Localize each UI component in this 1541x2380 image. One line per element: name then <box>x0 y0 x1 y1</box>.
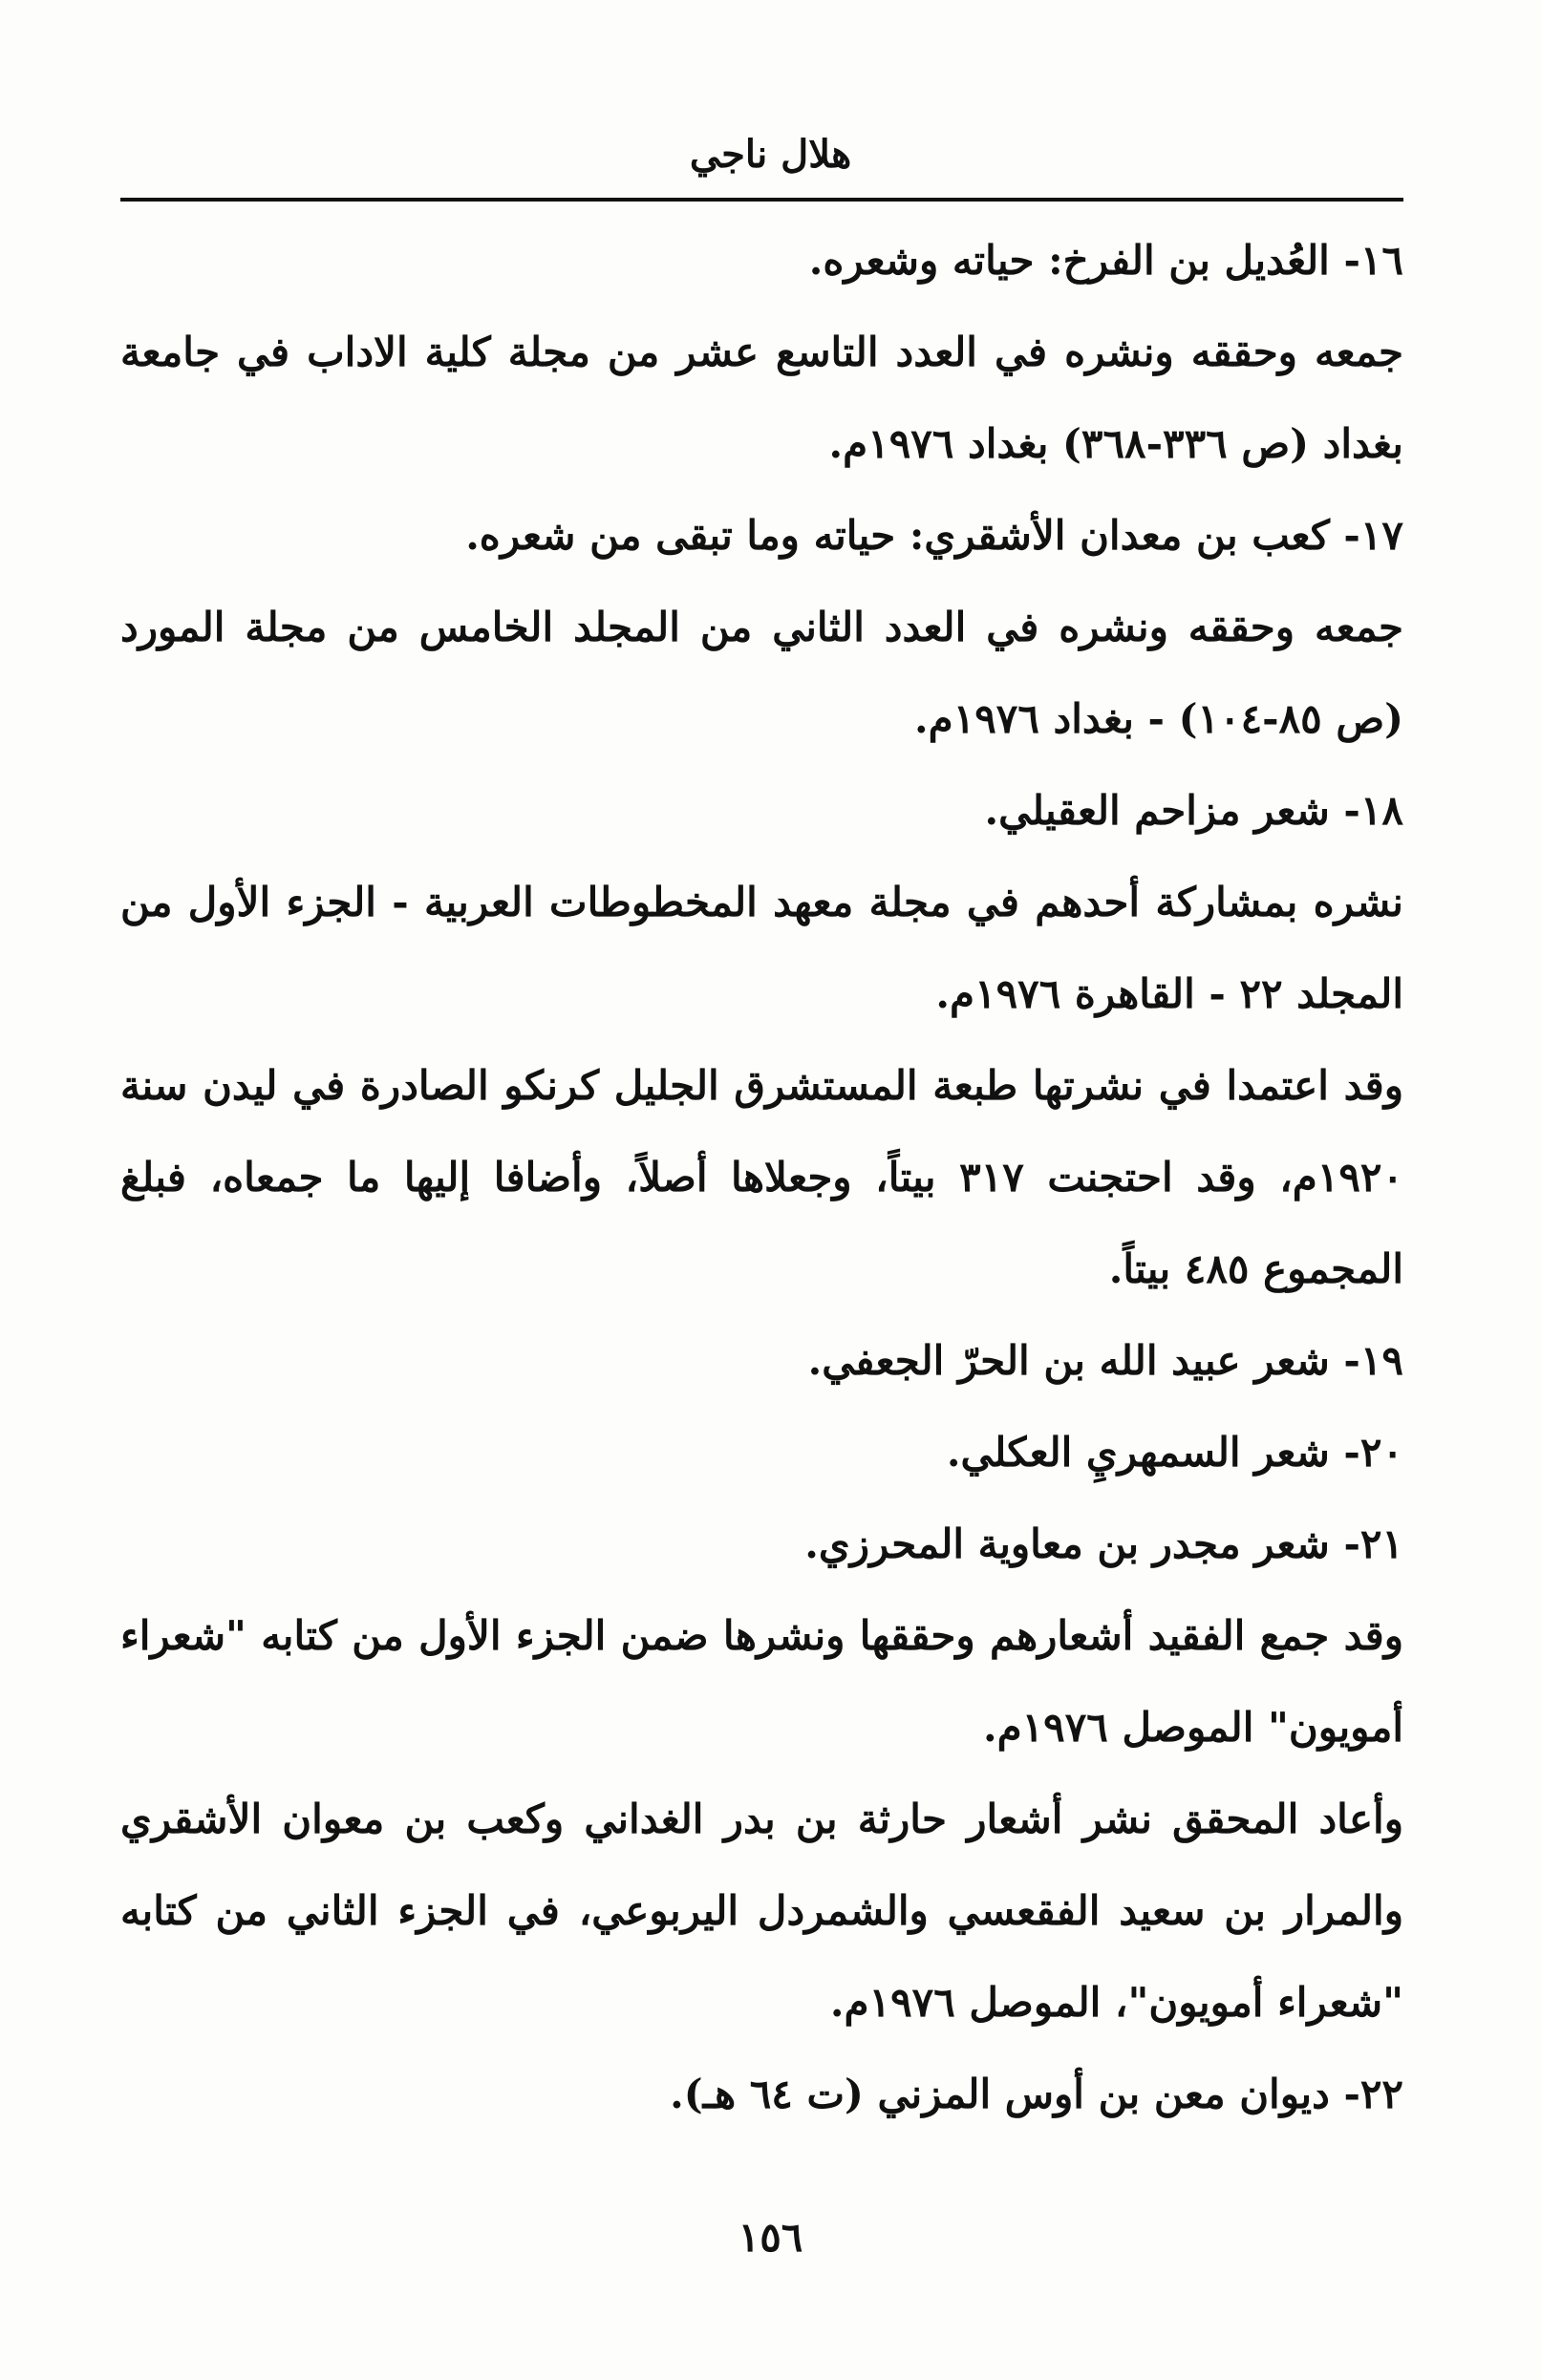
entry-17-title: ١٧- كعب بن معدان الأشقري: حياته وما تبقى من شعره. <box>465 512 1403 559</box>
entry-16-title: ١٦- العُديل بن الفرخ: حياته وشعره. <box>808 237 1403 284</box>
entry-16-description: جمعه وحققه ونشره في العدد التاسع عشر من مجلة كلية الاداب في جامعة بغداد (ص ٣٣٦-٣٦٨) بغداد ١٩٧٦م. <box>120 329 1403 467</box>
entry-21-title: ٢١- شعر مجدر بن معاوية المحرزي. <box>804 1520 1403 1567</box>
entry-17-description: جمعه وحققه ونشره في العدد الثاني من المجلد الخامس من مجلة المورد (ص ٨٥-١٠٤) - بغداد ١٩٧٦م. <box>120 604 1403 742</box>
entry-22-title: ٢٢- ديوان معن بن أوس المزني (ت ٦٤ هـ). <box>670 2071 1403 2117</box>
entry-20-title: ٢٠- شعر السمهريِ العكلي. <box>946 1429 1403 1476</box>
entry-18-title: ١٨- شعر مزاحم العقيلي. <box>984 787 1403 834</box>
entry-18-note: وقد اعتمدا في نشرتها طبعة المستشرق الجليل كرنكو الصادرة في ليدن سنة ١٩٢٠م، وقد احتجنت ٣١٧ بيتاً، وجعلاها أصلاً، وأضافا إليها ما جمعاه، فبلغ المجموع ٤٨٥ بيتاً. <box>120 1062 1403 1292</box>
page-body <box>120 215 1403 2140</box>
republication-note: وأعاد المحقق نشر أشعار حارثة بن بدر الغداني وكعب بن معوان الأشقري والمرار بن سعيد الفقعسي والشمردل اليربوعي، في الجزء الثاني من كتابه "شعراء أمويون"، الموصل ١٩٧٦م. <box>120 1796 1403 2026</box>
page-number: ١٥٦ <box>738 2214 803 2261</box>
entries-19-21-description: وقد جمع الفقيد أشعارهم وحققها ونشرها ضمن الجزء الأول من كتابه "شعراء أمويون" الموصل ١٩٧٦م. <box>120 1612 1403 1751</box>
running-title: هلال ناجي <box>689 132 852 177</box>
header-rule <box>120 198 1403 202</box>
entry-19-title: ١٩- شعر عبيد الله بن الحرّ الجعفي. <box>807 1337 1403 1384</box>
entry-18-description: نشره بمشاركة أحدهم في مجلة معهد المخطوطات العربية - الجزء الأول من المجلد ٢٢ - القاهرة ١٩٧٦م. <box>120 879 1403 1017</box>
